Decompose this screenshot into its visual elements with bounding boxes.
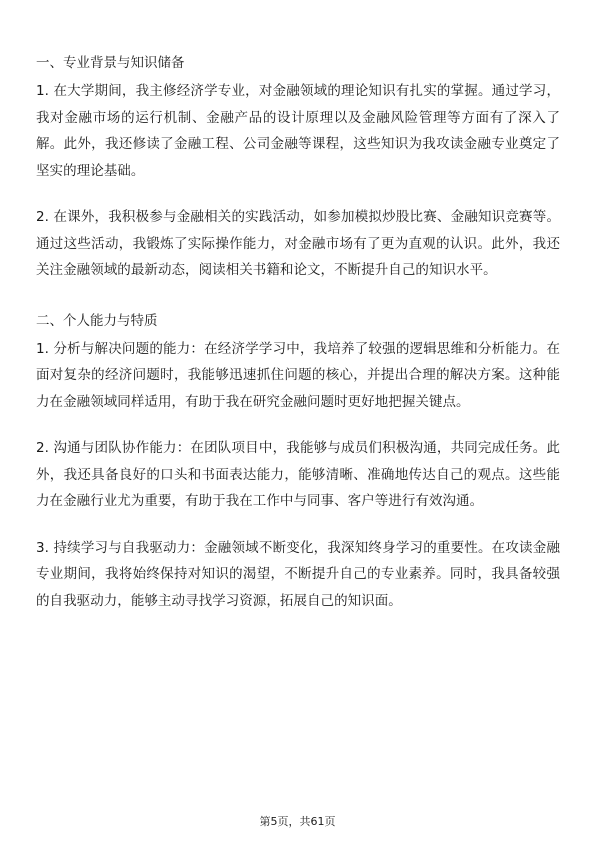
section-heading: 一、专业背景与知识储备: [36, 55, 185, 71]
section-background: [36, 52, 560, 284]
paragraph: 2. 在课外，我积极参与金融相关的实践活动，如参加模拟炒股比赛、金融知识竞赛等。通过这些活动，我锻炼了实际操作能力，对金融市场有了更为直观的认识。此外，我还关注金融领域的最新动态，阅读相关书籍和论文，不断提升自己的知识水平。: [36, 209, 560, 278]
paragraph: 3. 持续学习与自我驱动力：金融领域不断变化，我深知终身学习的重要性。在攻读金融专业期间，我将始终保持对知识的渴望，不断提升自己的专业素养。同时，我具备较强的自我驱动力，能够主动寻找学习资源，拓展自己的知识面。: [36, 539, 560, 609]
paragraph: 2. 沟通与团队协作能力：在团队项目中，我能够与成员们积极沟通，共同完成任务。此外，我还具备良好的口头和书面表达能力，能够清晰、准确地传达自己的观点。这些能力在金融行业尤为重要，有助于我在工作中与同事、客户等进行有效沟通。: [36, 440, 560, 509]
paragraph: 1. 分析与解决问题的能力：在经济学学习中，我培养了较强的逻辑思维和分析能力。在面对复杂的经济问题时，我能够迅速抓住问题的核心，并提出合理的解决方案。这种能力在金融领域同样适用，有助于我在研究金融问题时更好地把握关键点。: [36, 340, 560, 410]
section-abilities: [36, 310, 560, 615]
document-body: [36, 52, 560, 614]
paragraph: 1. 在大学期间，我主修经济学专业，对金融领域的理论知识有扎实的掌握。通过学习，我对金融市场的运行机制、金融产品的设计原理以及金融风险管理等方面有了深入了解。此外，我还修读了金融工程、公司金融等课程，这些知识为我攻读金融专业奠定了坚实的理论基础。: [36, 83, 560, 179]
page-number: 第5页，共61页: [259, 815, 336, 828]
section-heading: 二、个人能力与特质: [36, 312, 158, 329]
